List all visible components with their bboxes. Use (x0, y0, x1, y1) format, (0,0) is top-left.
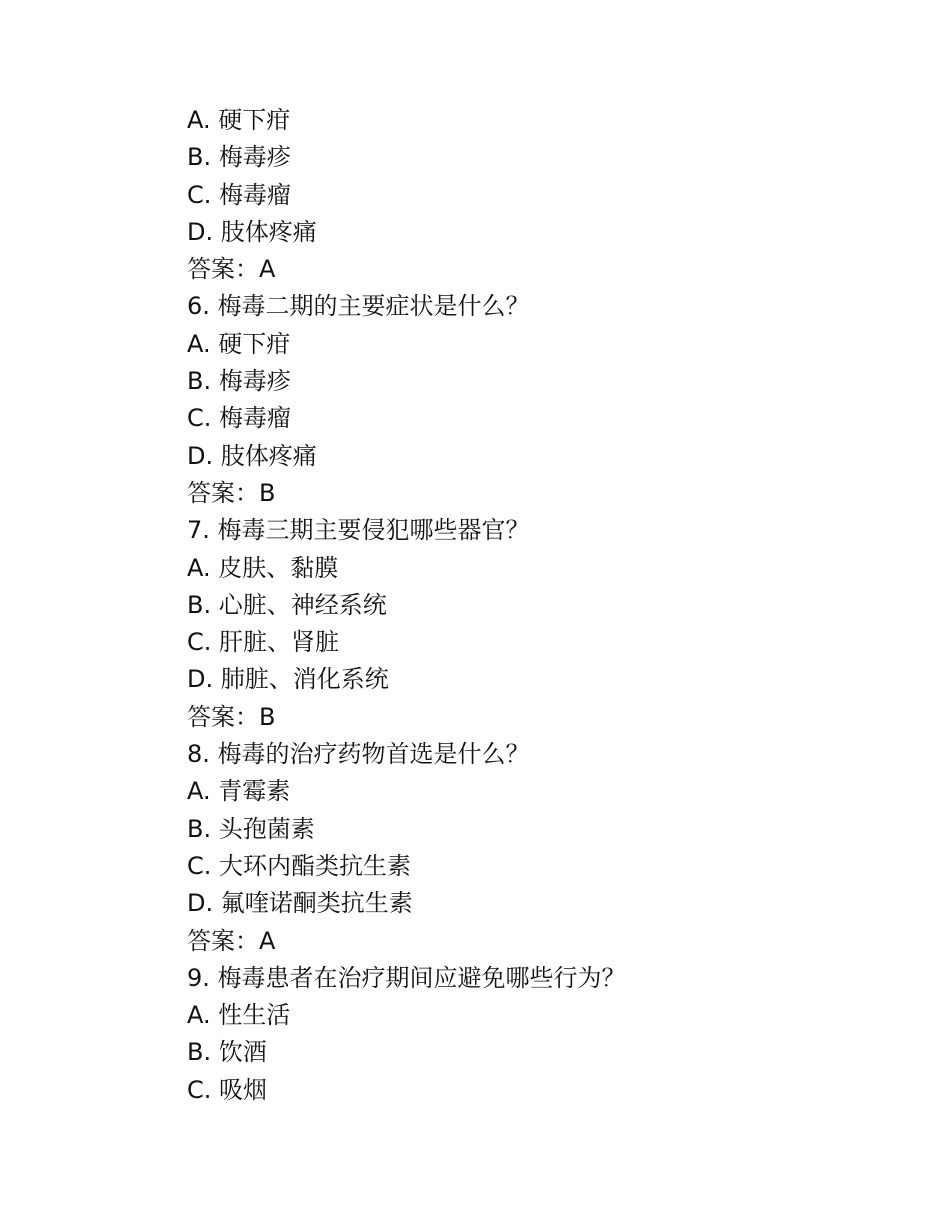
question-line: 6. 梅毒二期的主要症状是什么？ (187, 292, 530, 321)
option-line: B. 饮酒 (187, 1038, 267, 1067)
answer-line: 答案：B (187, 702, 276, 731)
option-line: A. 青霉素 (187, 777, 291, 806)
option-line: C. 梅毒瘤 (187, 404, 292, 433)
option-line: A. 硬下疳 (187, 106, 291, 134)
document-body (187, 102, 887, 1109)
answer-line: 答案：B (187, 478, 276, 507)
option-line: A. 硬下疳 (187, 329, 291, 358)
option-line: B. 梅毒疹 (187, 143, 291, 172)
question-line: 7. 梅毒三期主要侵犯哪些器官？ (187, 516, 530, 545)
option-line: A. 性生活 (187, 1001, 291, 1030)
answer-line: 答案：A (187, 255, 276, 284)
option-line: B. 梅毒疹 (187, 367, 291, 396)
answer-line: 答案：A (187, 926, 276, 955)
option-line: D. 肢体疼痛 (187, 441, 317, 470)
option-line: D. 肢体疼痛 (187, 217, 317, 246)
question-line: 9. 梅毒患者在治疗期间应避免哪些行为？ (187, 963, 626, 992)
option-line: C. 肝脏、肾脏 (187, 628, 340, 657)
option-line: B. 心脏、神经系统 (187, 590, 387, 619)
option-line: A. 皮肤、黏膜 (187, 553, 339, 582)
option-line: C. 大环内酯类抗生素 (187, 851, 412, 880)
option-line: D. 氟喹诺酮类抗生素 (187, 889, 413, 918)
option-line: D. 肺脏、消化系统 (187, 665, 389, 694)
option-line: C. 吸烟 (187, 1075, 268, 1104)
question-line: 8. 梅毒的治疗药物首选是什么？ (187, 740, 530, 769)
option-line: C. 梅毒瘤 (187, 180, 292, 209)
option-line: B. 头孢菌素 (187, 814, 315, 843)
